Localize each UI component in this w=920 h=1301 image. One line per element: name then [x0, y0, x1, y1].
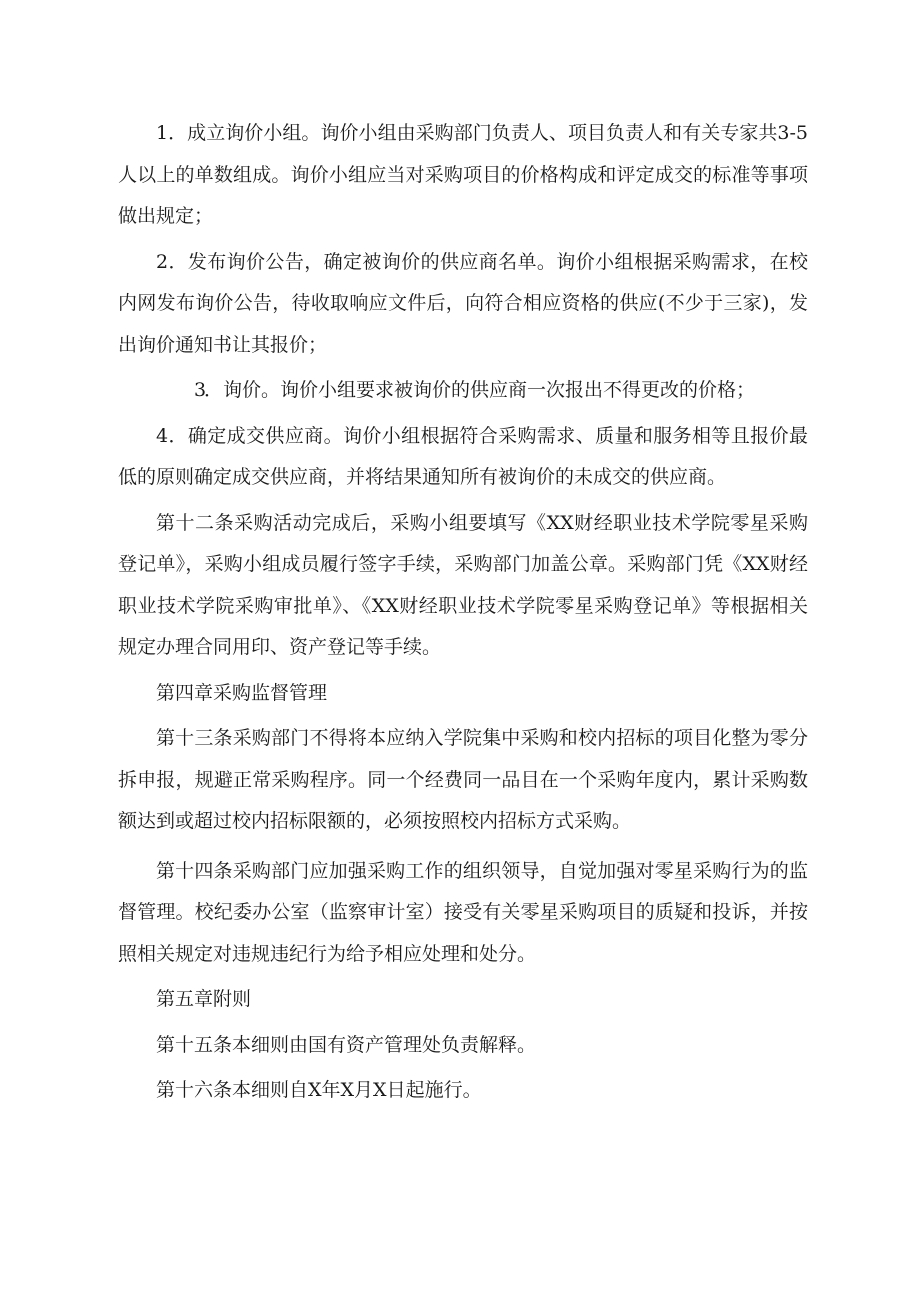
paragraph-article-15: 第十五条本细则由国有资产管理处负责解释。 — [156, 1033, 537, 1056]
paragraph-article-13: 第十三条采购部门不得将本应纳入学院集中采购和校内招标的项目化整为零分拆申报，规避正常采购程序。同一个经费同一品目在一个采购年度内，累计采购数额达到或超过校内招标限额的，必须按照校内招标方式采购。 — [118, 727, 808, 832]
paragraph-article-16: 第十六条本细则自X年X月X日起施行。 — [156, 1079, 482, 1101]
item-3-text: ．询价。询价小组要求被询价的供应商一次报出不得更改的价格； — [204, 379, 756, 401]
paragraph-article-14: 第十四条采购部门应加强采购工作的组织领导，自觉加强对零星采购行为的监督管理。校纪委办公室（监察审计室）接受有关零星采购项目的质疑和投诉，并按照相关规定对违规违纪行为给予相应处理和处分。 — [118, 859, 808, 965]
chapter-5-heading: 第五章附则 — [156, 988, 252, 1010]
paragraph-item-4: 4．确定成交供应商。询价小组根据符合采购需求、质量和服务相等且报价最低的原则确定成交供应商，并将结果通知所有被询价的未成交的供应商。 — [118, 424, 808, 488]
item-3-number: 3 — [194, 379, 207, 401]
paragraph-item-2: 2．发布询价公告，确定被询价的供应商名单。询价小组根据采购需求，在校内网发布询价公告，待收取响应文件后，向符合相应资格的供应(不少于三家)，发出询价通知书让其报价； — [118, 250, 808, 356]
paragraph-article-12: 第十二条采购活动完成后，采购小组要填写《XX财经职业技术学院零星采购登记单》，采购小组成员履行签字手续，采购部门加盖公章。采购部门凭《XX财经职业技术学院采购审批单》、《XX财经职业技术学院零星采购登记单》等根据相关规定办理合同用印、资产登记等手续。 — [118, 511, 808, 658]
document-body — [118, 113, 808, 1112]
chapter-4-heading: 第四章采购监督管理 — [156, 681, 328, 704]
paragraph-item-3 — [118, 370, 808, 412]
paragraph-item-1: 1．成立询价小组。询价小组由采购部门负责人、项目负责人和有关专家共3-5人以上的单数组成。询价小组应当对采购项目的价格构成和评定成交的标准等事项做出规定； — [118, 122, 808, 227]
